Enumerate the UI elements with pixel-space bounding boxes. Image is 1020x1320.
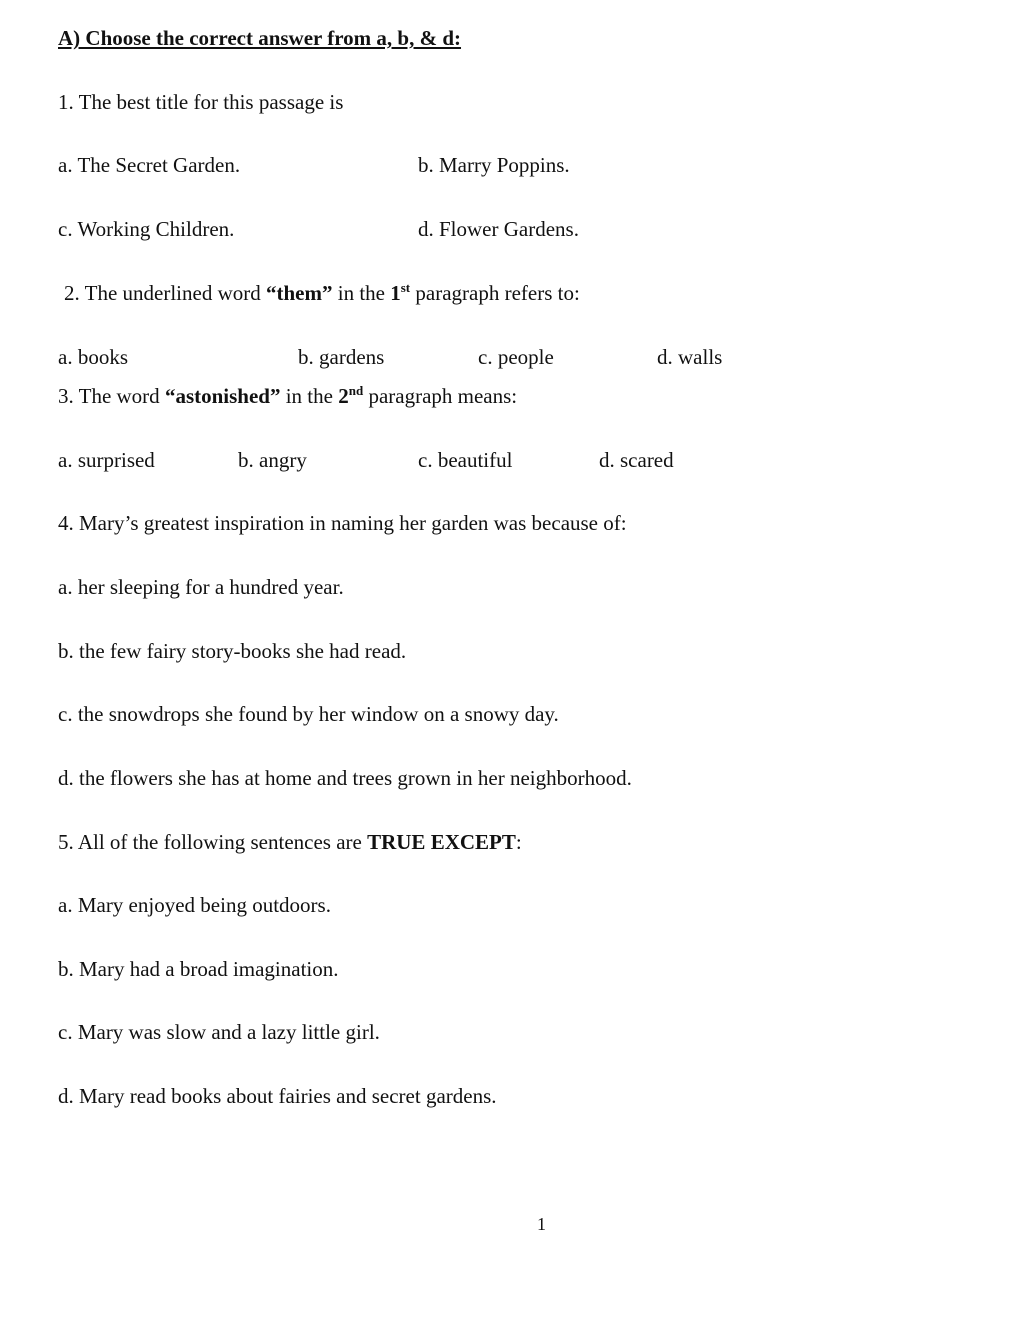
question-4-option-a: a. her sleeping for a hundred year.	[58, 575, 344, 599]
question-4-stem: 4. Mary’s greatest inspiration in naming her garden was because of:	[58, 511, 627, 535]
question-1-option-a: a. The Secret Garden.	[58, 153, 241, 177]
question-4-option-b: b. the few fairy story-books she had read.	[58, 639, 407, 663]
question-3-option-b: b. angry	[238, 448, 307, 472]
question-5-option-c: c. Mary was slow and a lazy little girl.	[58, 1020, 380, 1044]
question-3-option-a: a. surprised	[58, 448, 155, 472]
question-4-option-d: d. the flowers she has at home and trees grown in her neighborhood.	[58, 766, 632, 790]
question-1-option-c: c. Working Children.	[58, 217, 235, 241]
question-1-option-b: b. Marry Poppins.	[418, 153, 570, 177]
question-2-stem: 2. The underlined word “them” in the 1st paragraph refers to:	[64, 280, 580, 305]
question-2-option-c: c. people	[478, 345, 554, 369]
section-heading: A) Choose the correct answer from a, b, & d:	[58, 26, 462, 50]
question-4-option-c: c. the snowdrops she found by her window on a snowy day.	[58, 702, 559, 726]
question-5-option-a: a. Mary enjoyed being outdoors.	[58, 893, 331, 917]
question-3-stem: 3. The word “astonished” in the 2nd paragraph means:	[58, 383, 518, 408]
question-1-stem: 1. The best title for this passage is	[58, 90, 344, 114]
question-3-option-c: c. beautiful	[418, 448, 513, 472]
question-5-option-d: d. Mary read books about fairies and secret gardens.	[58, 1084, 497, 1108]
question-1-option-d: d. Flower Gardens.	[418, 217, 579, 241]
question-3-keyword: astonished	[175, 384, 270, 408]
question-2-option-d: d. walls	[657, 345, 723, 369]
question-3-option-d: d. scared	[599, 448, 674, 472]
question-2-option-b: b. gardens	[298, 345, 385, 369]
question-5-emphasis: TRUE EXCEPT	[367, 830, 516, 854]
question-5-stem: 5. All of the following sentences are TRUE EXCEPT:	[58, 830, 522, 854]
question-2-keyword: them	[276, 281, 322, 305]
question-5-option-b: b. Mary had a broad imagination.	[58, 957, 339, 981]
question-2-option-a: a. books	[58, 345, 128, 369]
page-number: 1	[537, 1214, 546, 1234]
